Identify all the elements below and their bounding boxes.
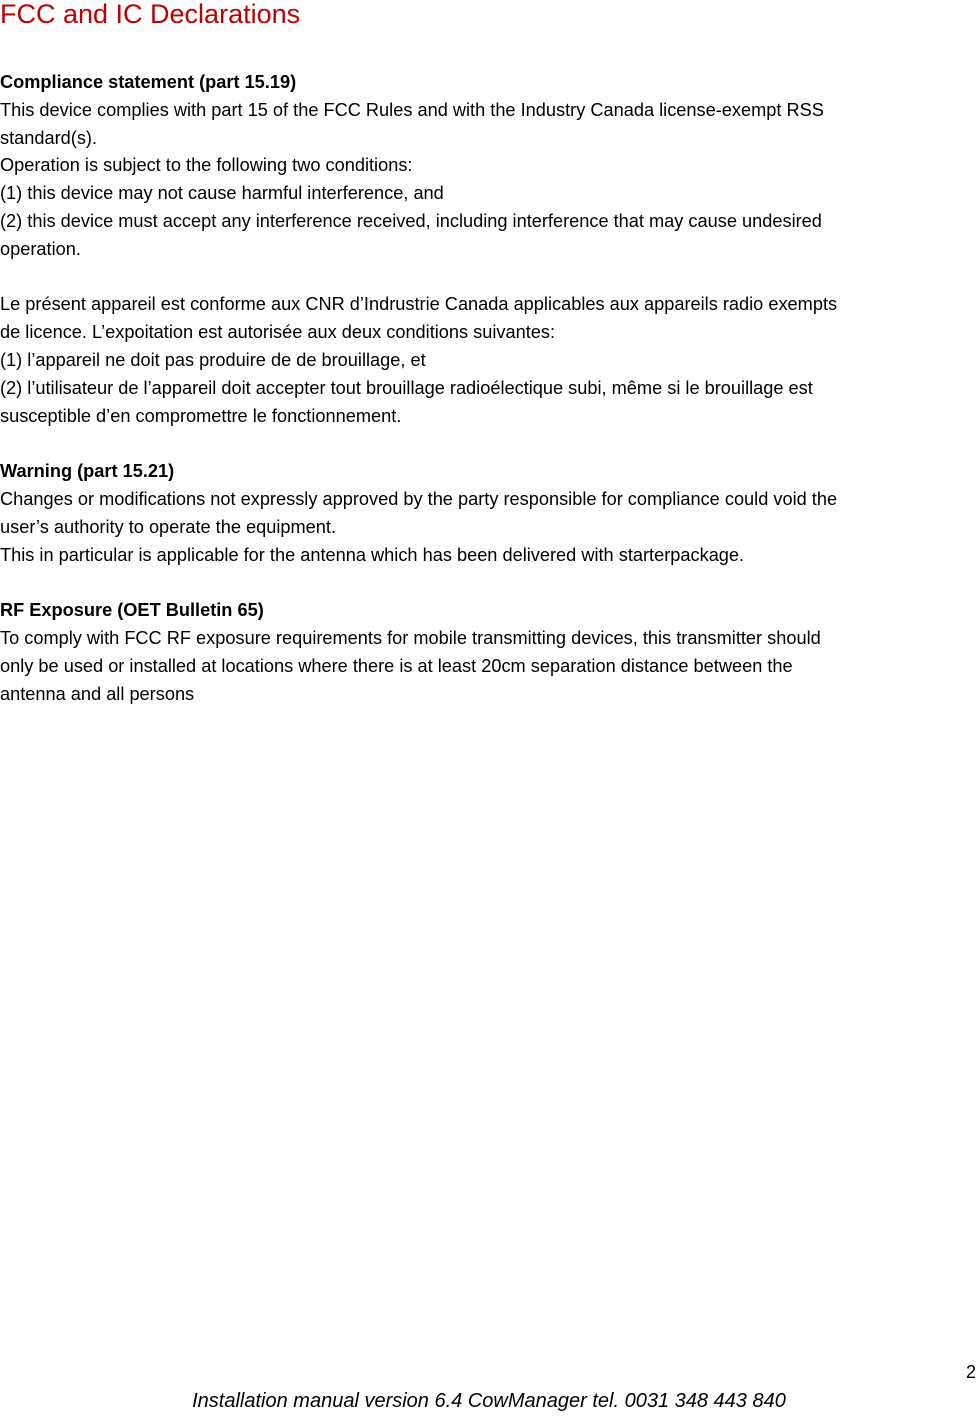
paragraph-gap <box>0 569 972 597</box>
paragraph-line: operation. <box>0 238 81 259</box>
paragraph-line: only be used or installed at locations where there is at least 20cm separation distance between the <box>0 655 793 676</box>
french-section <box>0 291 972 430</box>
paragraph-line: antenna and all persons <box>0 683 195 704</box>
paragraph-line: Operation is subject to the following two conditions: <box>0 155 413 176</box>
page-number: 2 <box>965 1362 976 1382</box>
paragraph-line: (2) l’utilisateur de l’appareil doit accepter tout brouillage radioélectique subi, même si le brouillage est <box>0 377 813 398</box>
paragraph-line: (1) this device may not cause harmful interference, and <box>0 183 444 204</box>
rf-exposure-section <box>0 597 972 708</box>
page-title: FCC and IC Declarations <box>0 0 301 29</box>
section-heading: Compliance statement (part 15.19) <box>0 72 297 92</box>
compliance-section <box>0 69 972 264</box>
paragraph-line: de licence. L’expoitation est autorisée aux deux conditions suivantes: <box>0 322 556 343</box>
paragraph-line: Le présent appareil est conforme aux CNR d’Indrustrie Canada applicables aux appareils radio exempts <box>0 294 838 315</box>
section-heading: Warning (part 15.21) <box>0 461 175 482</box>
paragraph-gap <box>0 430 972 458</box>
section-heading: RF Exposure (OET Bulletin 65) <box>0 600 264 621</box>
warning-section <box>0 458 972 569</box>
paragraph-line: standard(s). <box>0 127 98 148</box>
paragraph-line: This in particular is applicable for the antenna which has been delivered with starterpackage. <box>0 544 745 565</box>
paragraph-line: To comply with FCC RF exposure requirements for mobile transmitting devices, this transmitter should <box>0 627 821 648</box>
page-footer: Installation manual version 6.4 CowManager tel. 0031 348 443 840 <box>192 1390 786 1412</box>
paragraph-line: user’s authority to operate the equipment. <box>0 516 337 537</box>
paragraph-line: (2) this device must accept any interference received, including interference that may cause undesired <box>0 210 822 231</box>
paragraph-line: Changes or modifications not expressly approved by the party responsible for compliance could void the <box>0 488 838 509</box>
paragraph-line: susceptible d’en compromettre le fonctionnement. <box>0 405 402 426</box>
paragraph-line: (1) l’appareil ne doit pas produire de de brouillage, et <box>0 349 426 370</box>
paragraph-line: This device complies with part 15 of the FCC Rules and with the Industry Canada license-exempt RSS <box>0 99 824 120</box>
document-body <box>0 69 972 708</box>
paragraph-gap <box>0 264 972 292</box>
